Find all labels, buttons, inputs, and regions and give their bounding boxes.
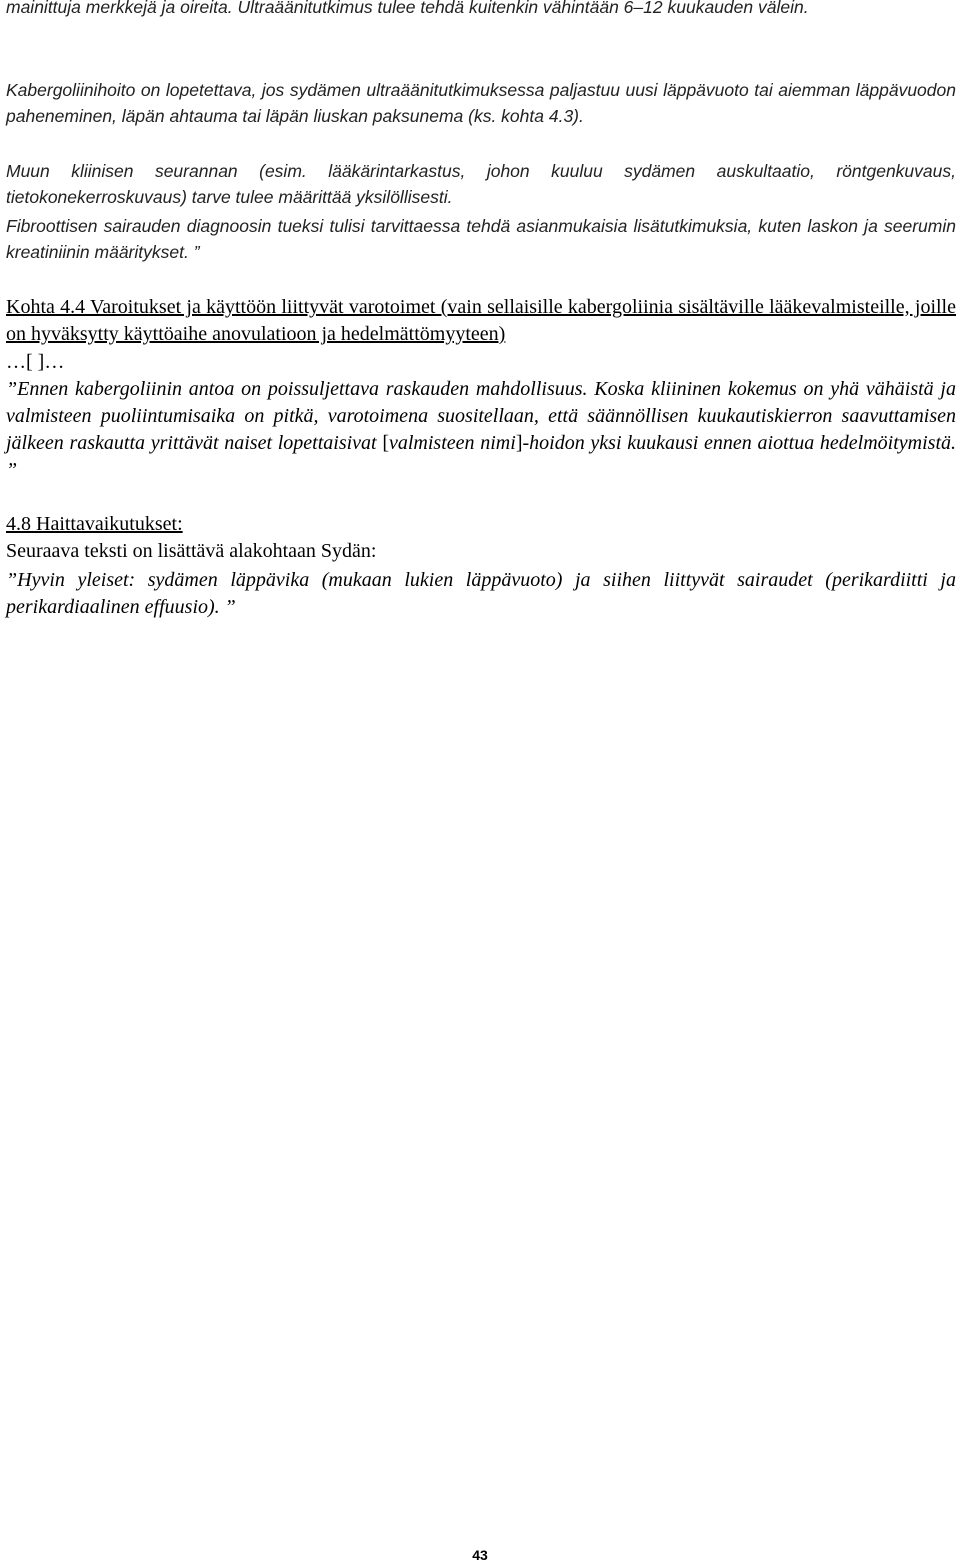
product-name-placeholder: valmisteen nimi [389,432,516,454]
heart-subsection-intro: Seuraava teksti on lisättävä alakohtaan Sydän: [6,540,377,562]
bracket-close: ] [515,432,523,454]
paragraph-pregnancy-warning [6,376,956,484]
section-heading-4-8: 4.8 Haittavaikutukset: [6,513,183,535]
pregnancy-warning-end: -hoidon yksi kuukausi ennen aiottua hedelmöitymistä. ” [6,432,956,481]
paragraph-discontinuation: Kabergoliinihoito on lopetettava, jos sydämen ultraäänitutkimuksessa paljastuu uusi läppävuoto tai aiemman läppävuodon paheneminen, läpän ahtauma tai läpän liuskan paksunema (ks. kohta 4.3). [6,80,956,126]
paragraph-fibrotic-disease: Fibroottisen sairauden diagnoosin tueksi tulisi tarvittaessa tehdä asianmukaisia lisätutkimuksia, kuten laskon ja seerumin kreatiniinin määritykset. ” [6,216,956,262]
bracket-open: [ [382,432,389,454]
paragraph-ultrasound-interval: mainittuja merkkejä ja oireita. Ultraäänitutkimus tulee tehdä kuitenkin vähintään 6–12 kuukauden välein. [6,0,809,17]
paragraph-clinical-monitoring: Muun kliinisen seurannan (esim. lääkärintarkastus, johon kuuluu sydämen auskultaatio, röntgenkuvaus, tietokonekerroskuvaus) tarve tulee määrittää yksilöllisesti. [6,161,956,207]
page-number: 43 [472,1547,488,1563]
section-heading-4-4: Kohta 4.4 Varoitukset ja käyttöön liittyvät varotoimet (vain sellaisille kabergoliinia sisältäville lääkevalmisteille, joille on hyväksytty käyttöaihe anovulatioon ja hedelmättömyyteen) [6,296,956,345]
paragraph-adverse-effects-heart: ”Hyvin yleiset: sydämen läppävika (mukaan lukien läppävuoto) ja siihen liittyvät sairaudet (perikardiitti ja perikardiaalinen effuusio). ” [6,569,956,618]
omission-ellipsis: …[ ]… [6,351,65,373]
pregnancy-warning-text: ”Ennen kabergoliinin antoa on poissuljettava raskauden mahdollisuus. Koska kliininen kokemus on yhä vähäistä ja valmisteen puoliintumisaika on pitkä, varotoimena suositellaan, että säännöllisen kuukautiskierron saavuttamisen jälkeen raskautta yrittävät naiset lopettaisivat [6,378,956,454]
